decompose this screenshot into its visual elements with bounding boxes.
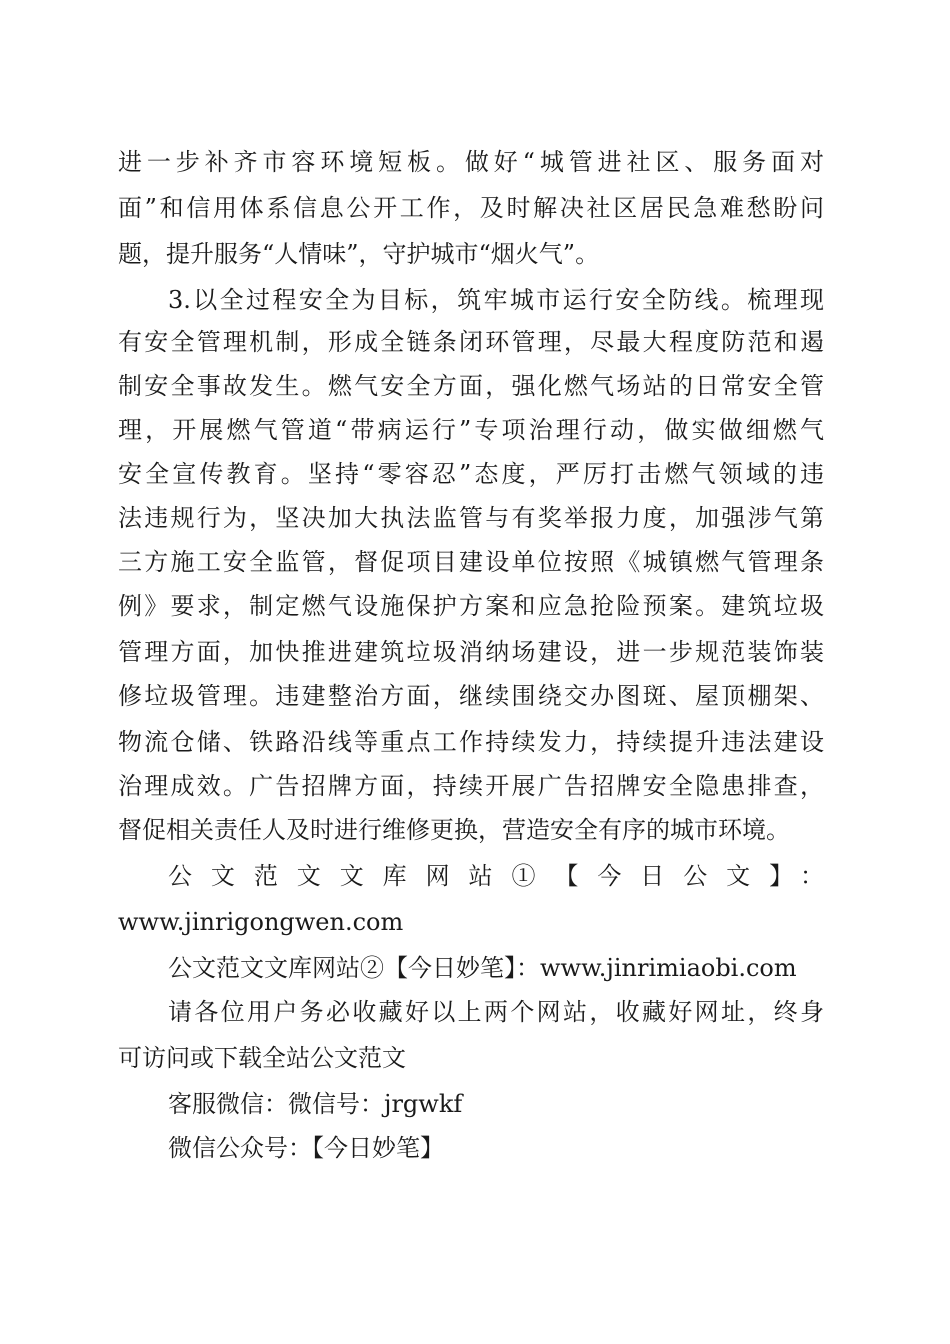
customer-service-wechat: 客服微信：微信号：jrgwkf — [168, 1090, 463, 1118]
section-heading-line: 3.以全过程安全为目标，筑牢城市运行安全防线。梳理现 — [168, 286, 824, 314]
body-text-line: 治理成效。广告招牌方面，持续开展广告招牌安全隐患排查， — [118, 772, 824, 800]
body-text-line: 督促相关责任人及时进行维修更换，营造安全有序的城市环境。 — [118, 816, 790, 844]
notice-line: 请各位用户务必收藏好以上两个网站，收藏好网址，终身 — [168, 998, 824, 1026]
body-text-line: 面”和信用体系信息公开工作，及时解决社区居民急难愁盼问 — [118, 194, 824, 222]
body-text-line: 例》要求，制定燃气设施保护方案和应急抢险预案。建筑垃圾 — [118, 592, 824, 620]
website-2-line: 公文范文文库网站②【今日妙笔】：www.jinrimiaobi.com — [168, 954, 797, 982]
body-text-line: 制安全事故发生。燃气安全方面，强化燃气场站的日常安全管 — [118, 372, 824, 400]
wechat-official-account: 微信公众号：【今日妙笔】 — [168, 1134, 444, 1162]
body-text-line: 修垃圾管理。违建整治方面，继续围绕交办图斑、屋顶棚架、 — [118, 682, 824, 710]
body-text-line: 三方施工安全监管，督促项目建设单位按照《城镇燃气管理条 — [118, 548, 824, 576]
body-text-line: 管理方面，加快推进建筑垃圾消纳场建设，进一步规范装饰装 — [118, 638, 824, 666]
website-1-url: www.jinrigongwen.com — [118, 908, 404, 936]
body-text-line: 物流仓储、铁路沿线等重点工作持续发力，持续提升违法建设 — [118, 728, 824, 756]
body-text-line: 理，开展燃气管道“带病运行”专项治理行动，做实做细燃气 — [118, 416, 824, 444]
body-text-line: 题，提升服务“人情味”，守护城市“烟火气”。 — [118, 240, 600, 268]
website-1-label: 公文范文文库网站①【今日公文】： — [168, 862, 824, 890]
body-text-line: 有安全管理机制，形成全链条闭环管理，尽最大程度防范和遏 — [118, 328, 824, 356]
body-text-line: 安全宣传教育。坚持“零容忍”态度，严厉打击燃气领域的违 — [118, 460, 824, 488]
body-text-line: 法违规行为，坚决加大执法监管与有奖举报力度，加强涉气第 — [118, 504, 824, 532]
notice-line: 可访问或下载全站公文范文 — [118, 1044, 406, 1072]
body-text-line: 进一步补齐市容环境短板。做好“城管进社区、服务面对 — [118, 148, 824, 176]
